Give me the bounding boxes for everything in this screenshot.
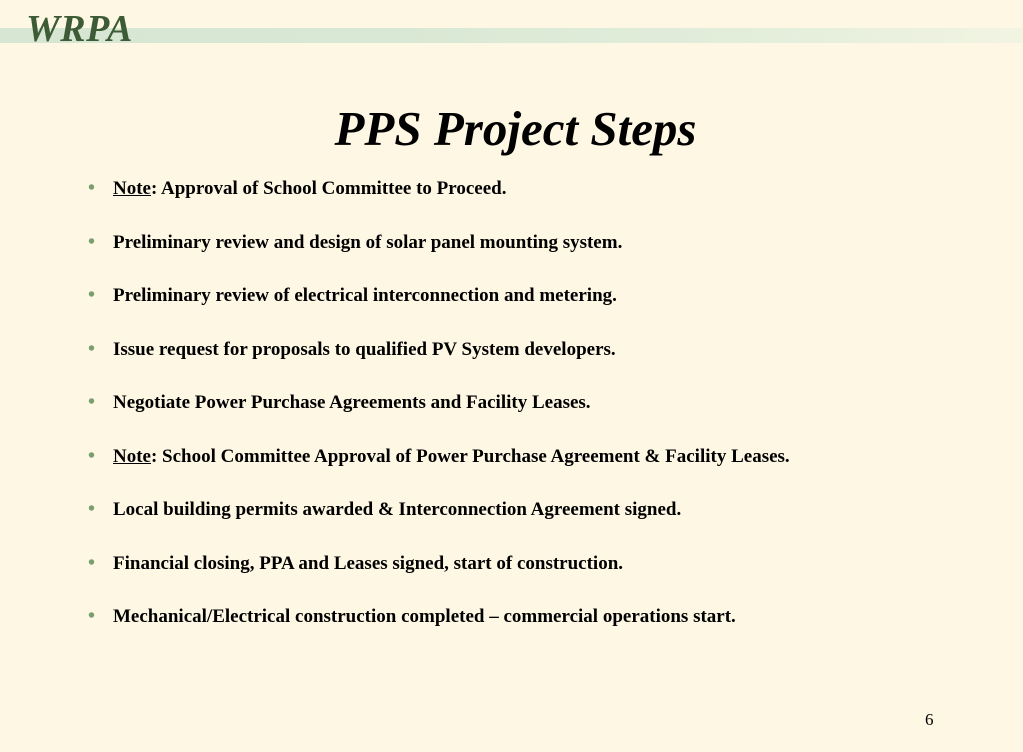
note-label: Note [113,445,151,467]
bullet-item [88,176,790,230]
note-label: Note [113,178,151,199]
bullet-dot-icon: • [88,605,96,627]
bullet-item [88,444,790,498]
bullet-dot-icon: • [88,177,96,199]
bullet-text: : Approval of School Committee to Proceed. [150,178,507,199]
bullet-item [88,497,790,551]
page-number: 6 [925,710,934,729]
bullet-item [88,390,790,444]
slide-title: PPS Project Steps [334,101,697,156]
bullet-text: Negotiate Power Purchase Agreements and Facility Leases. [113,392,591,413]
bullet-dot-icon: • [88,337,96,360]
bullet-text: Issue request for proposals to qualified PV System developers. [113,338,616,360]
bullet-item [88,283,790,337]
bullet-item [88,230,790,284]
bullet-dot-icon: • [88,391,96,413]
bullet-item [88,337,790,391]
bullet-text: Preliminary review of electrical interconnection and metering. [113,285,617,306]
bullet-item [88,604,790,658]
logo-text: WRPA [26,8,133,50]
bullet-dot-icon: • [88,444,96,467]
header-band [0,28,1023,43]
bullet-text: Local building permits awarded & Interconnection Agreement signed. [113,499,682,520]
bullet-text: Mechanical/Electrical construction completed – commercial operations start. [113,606,736,627]
bullet-item [88,551,790,605]
bullet-dot-icon: • [88,498,96,520]
bullet-list [88,176,790,658]
bullet-dot-icon: • [88,551,96,574]
bullet-dot-icon: • [88,230,96,253]
bullet-dot-icon: • [88,284,96,306]
bullet-text: Financial closing, PPA and Leases signed, start of construction. [113,552,624,574]
bullet-text: : School Committee Approval of Power Purchase Agreement & Facility Leases. [150,445,790,467]
bullet-text: Preliminary review and design of solar panel mounting system. [113,231,623,253]
